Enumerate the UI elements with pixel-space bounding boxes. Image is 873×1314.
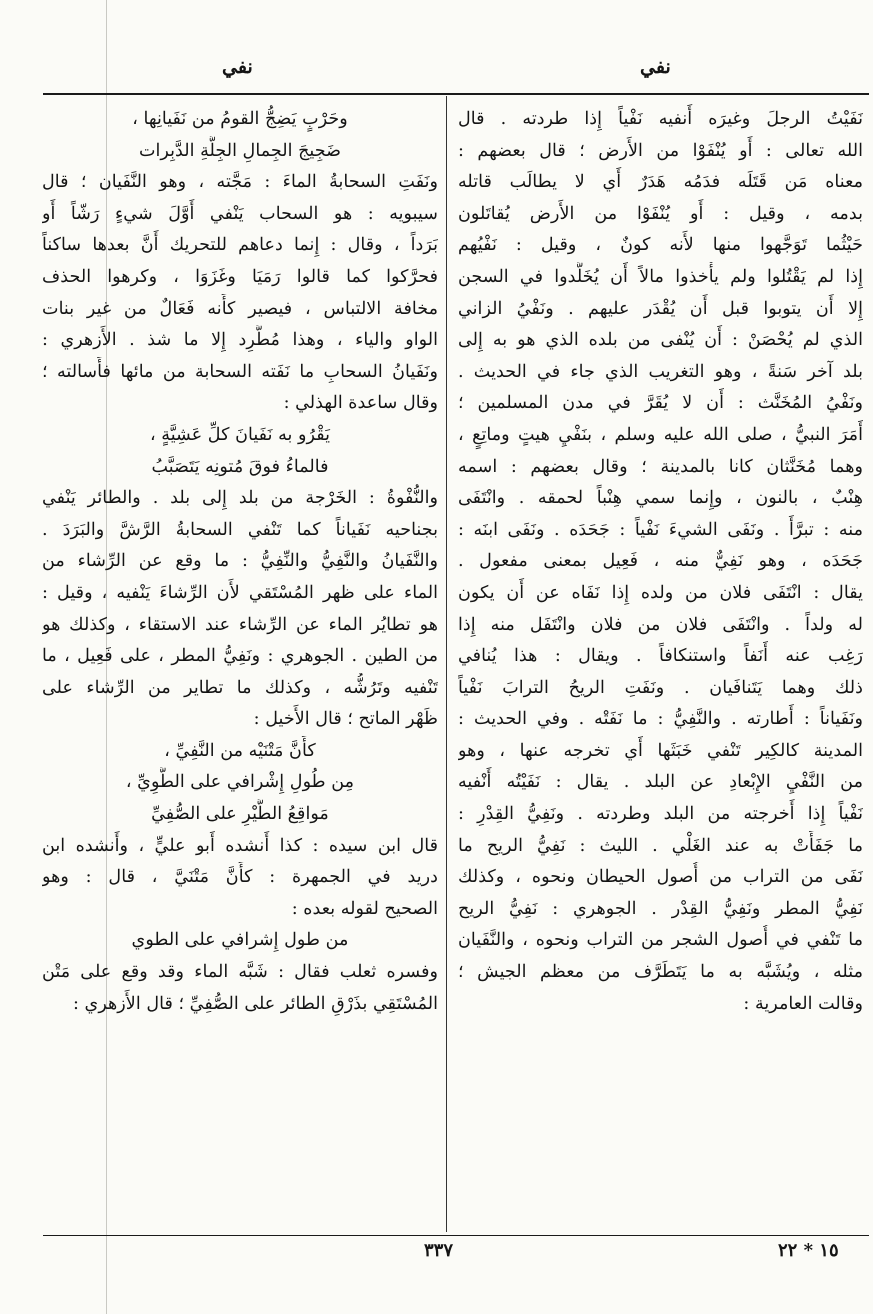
text-line: ونَفْيُ المُخَنَّث : أَن لا يُقَرَّ في مدن المسلمين ؛ <box>458 393 863 414</box>
signature-mark: ١٥ * ٢٢ <box>778 1240 839 1261</box>
text-line: هو تطايُر الماء عن الرِّشاء عند الاستقاء ، وكذلك هو <box>42 614 438 635</box>
text-line: جَحَدَه ، وهو نَفِيٌّ منه ، فَعِيل بمعنى مفعول . <box>458 551 863 572</box>
text-line: وقالت العامرية : <box>743 993 863 1014</box>
header-word-right: نفي <box>640 56 671 78</box>
text-line: رَغِب عنه أَنَفاً واستنكافاً . ويقال : هذا يُنافي <box>458 646 863 667</box>
header-word-left: نفي <box>222 56 253 78</box>
text-line: ما تَنْفي في أُصول الشجر من التراب ونحوه ، والنَّفَيان <box>458 930 863 951</box>
text-line: يقال : انْتَفَى فلان من ولده إِذا نَفَاه عن أَن يكون <box>458 582 863 603</box>
text-line: سيبويه : هو السحاب يَنْفي أَوَّلَ شيءٍ رَشّاً أَو <box>42 203 438 224</box>
text-line: تَنْفيه وتَرُشُّه ، وكذلك ما تطاير من الرِّشاء على <box>42 677 438 698</box>
text-line: بلد آخر سَنةً ، وهو التغريب الذي جاء في الحديث . <box>458 361 863 382</box>
text-line: حَيْثُما تَوَجَّهوا منها لأَنه كونٌ ، وقيل : نَفْيُهم <box>458 235 863 256</box>
text-line: ما جَفَأَتْ به عند الغَلْي . الليث : نَفِيُّ الريح ما <box>458 835 863 856</box>
text-line: وقال ساعدة الهذلي : <box>283 393 438 414</box>
text-line: وفسره ثعلب فقال : شَبَّه الماء وقد وقع على مَتْن <box>42 962 438 983</box>
text-line: من النَّفْيِ الإِبْعادِ عن البلد . يقال : نَفَيْتُه أَنْفيه <box>458 772 863 793</box>
text-line: الصحيح لقوله بعده : <box>291 898 438 919</box>
text-line: معناه مَن قَتَلَه فدَمُه هَدَرٌ أَي لا يطالَب قاتله <box>458 172 863 193</box>
text-line: الله تعالى : أَو يُنْفَوْا من الأَرض ؛ قال بعضهم : <box>458 140 863 161</box>
text-line: ذلك وهما يَتَنافَيان . ونَفَتِ الريحُ الترابَ نَفْياً <box>458 677 863 698</box>
text-line: منه : تبرَّأَ . ونَفَى الشيءَ نَفْياً : جَحَدَه . ونَفَى ابنَه : <box>458 519 863 540</box>
text-line: إِذا لم يَقْتُلوا ولم يأْخذوا مالاً أَن يُخَلَّدوا في السجن <box>458 266 863 287</box>
text-line: ونَفَيانُ السحابِ ما نَفَته السحابة من مائها فأَسالته ؛ <box>42 361 438 382</box>
text-line: نَفَى من التراب من أُصول الحيطان ونحوه ، وكذلك <box>458 867 863 888</box>
verse-line: مَواقِعُ الطَّيْرِ على الصُّفِيِّ <box>151 804 329 825</box>
text-line: أَمَرَ النبيُّ ، صلى الله عليه وسلم ، بنَفْيِ هيتٍ وماتِعٍ ، <box>458 424 863 445</box>
footer-rule <box>43 1235 869 1236</box>
text-line: إِلا أَن يتوبوا قبل أَن يُقْدَر عليهم . ونَفْيُ الزاني <box>458 298 863 319</box>
text-line: المدينة كالكِير تَنْفي خَبَثَها أَي تخرجه عنها ، وهو <box>458 740 863 761</box>
page-number: ٣٣٧ <box>424 1240 454 1261</box>
text-line: فحرَّكوا كما قالوا رَمَيَا وغَزَوَا ، وكرهوا الحذف <box>42 266 438 287</box>
verse-line: كأَنَّ مَتْنَيْه من النَّفِيِّ ، <box>164 740 316 761</box>
text-line: نَفِيُّ المطر ونَفِيُّ القِدْر . الجوهري : نَفِيُّ الريح <box>458 898 863 919</box>
text-line: له ولداً . وانْتَفَى فلان من فلان وانْتَفَل منه إِذا <box>458 614 863 635</box>
text-line: قال ابن سيده : كذا أَنشده أَبو عليٍّ ، وأَنشده ابن <box>42 835 438 856</box>
verse-line: من طول إِشرافي على الطوي <box>131 930 349 951</box>
text-line: من الطين . الجوهري : ونَفِيُّ المطر ، على فَعِيل ، ما <box>42 646 438 667</box>
verse-line: فالماءُ فوقَ مُتونِه يَتَصَبَّبُ <box>151 456 329 477</box>
verse-line: يَقْرُو به نَفَيانَ كلِّ عَشِيَّةٍ ، <box>150 424 330 445</box>
text-line: مثله ، ويُشَبَّه به ما يَتَطَرَّف من معظم الجيش ؛ <box>458 962 863 983</box>
text-line: ونَفَتِ السحابةُ الماءَ : مَجَّته ، وهو النَّفَيان ؛ قال <box>42 172 438 193</box>
text-line: ونَفَياناً : أَطارته . والنَّفِيُّ : ما نَفَتْه . وفي الحديث : <box>458 709 863 730</box>
column-separator <box>446 96 447 1232</box>
text-line: الذي لم يُحْصَنْ : أَن يُنْفى من بلده الذي هو به إِلى <box>458 330 863 351</box>
text-line: دريد في الجمهرة : كأَنَّ مَتْنَيَّ ، قال : وهو <box>42 867 438 888</box>
text-line: والنُّفْوةُ : الخَرْجة من بلد إِلى بلد . والطائر يَنْفي <box>42 488 438 509</box>
verse-line: ضَجِيجَ الجِمالِ الجِلَّةِ الدَّبِرات <box>138 140 342 161</box>
verse-line: وحَرْبٍ يَضِجُّ القومُ من نَفَيانِها ، <box>132 109 348 129</box>
text-line: بدمه ، وقيل : أَو يُنْفَوْا من الأَرض يُقاتَلون <box>458 203 863 224</box>
text-line: والنَّفَيانُ والنَّفِيُّ والنِّفِيُّ : ما وقع عن الرِّشاء من <box>42 551 438 572</box>
text-line: بَرَداً ، وقال : إِنما دعاهم للتحريك أَنَّ بعدها ساكناً <box>42 235 438 256</box>
text-line: وهما مُخَنَّثان كانا بالمدينة ؛ وقال بعضهم : اسمه <box>458 456 863 477</box>
text-line: الواو والياء ، وهذا مُطَّرِد إِلا ما شذ . الأَزهري : <box>42 330 438 351</box>
text-line: هِنْبٌ ، بالنون ، وإِنما سمي هِنْباً لحمقه . وانْتَفَى <box>458 488 863 509</box>
text-line: نَفَيْتُ الرجلَ وغيرَه أَنفيه نَفْياً إِذا طردته . قال <box>458 109 863 129</box>
header-rule <box>43 93 869 95</box>
text-line: ظَهْر الماتح ؛ قال الأَخيل : <box>253 709 438 730</box>
text-line: مخافة الالتباس ، فيصير كأَنه فَعَالٌ من غير بنات <box>42 298 438 319</box>
text-line: المُسْتَقِي بذَرْقِ الطائر على الصُّفِيِّ ؛ قال الأَزهري : <box>73 993 438 1014</box>
text-line: نَفْياً إِذا أَخرجته من البلد وطردته . ونَفِيُّ القِدْرِ : <box>458 804 863 825</box>
left-column <box>42 104 438 1228</box>
text-line: الماء على ظهر المُسْتَقي لأَن الرِّشاءَ يَنْفيه ، وقيل : <box>42 582 438 603</box>
text-line: بجناحيه نَفَياناً كما تَنْفي السحابةُ الرَّشَّ والبَرَدَ . <box>42 519 438 540</box>
verse-line: مِن طُولِ إِشْرافي على الطَّوِيِّ ، <box>125 772 355 793</box>
right-column <box>458 104 863 1228</box>
